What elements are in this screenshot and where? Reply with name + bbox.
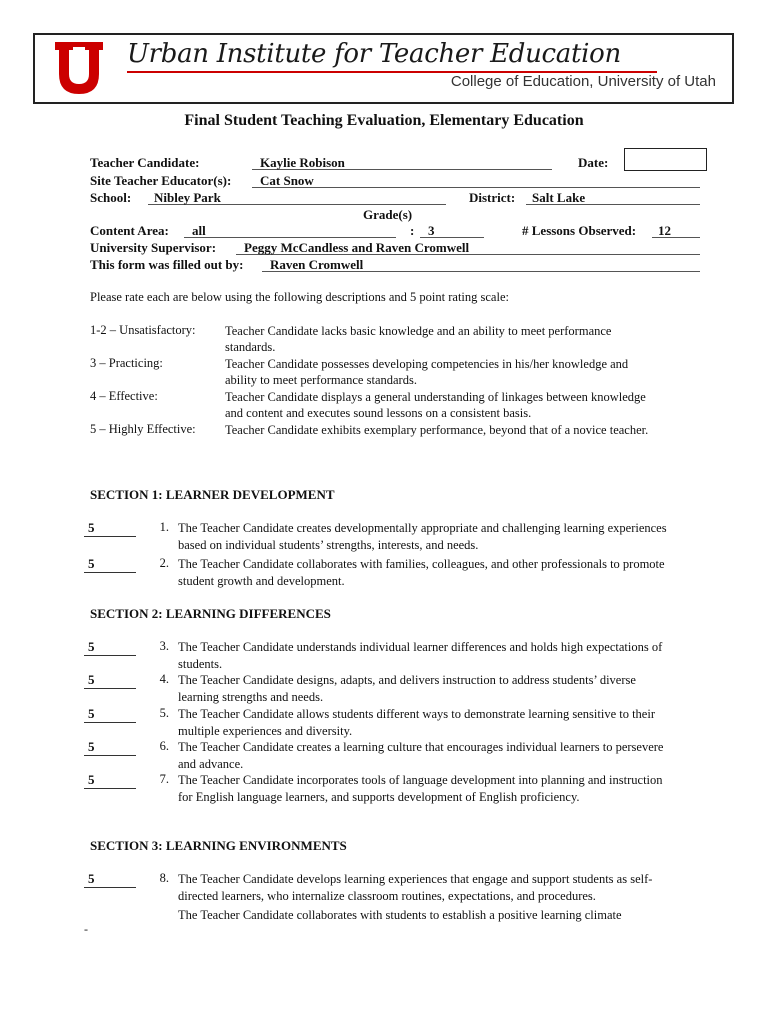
school-label: School: xyxy=(90,190,132,205)
item-text: The Teacher Candidate allows students different ways to demonstrate learning sensitive to their multiple experiences and diversity. xyxy=(178,707,655,738)
item-number: 1. xyxy=(159,520,169,534)
rating-field[interactable]: 5 xyxy=(84,672,136,689)
candidate-field[interactable]: Kaylie Robison xyxy=(252,155,552,170)
scale-key: 3 – Practicing: xyxy=(90,356,163,370)
grade-colon: : xyxy=(410,223,415,238)
item-number: 7. xyxy=(159,772,169,786)
item-text: The Teacher Candidate collaborates with students to establish a positive learning climate xyxy=(178,908,622,922)
lessons-observed-label: # Lessons Observed: xyxy=(522,223,637,238)
content-area-label: Content Area: xyxy=(90,223,169,238)
supervisor-label: University Supervisor: xyxy=(90,240,217,255)
scale-description: Teacher Candidate displays a general understanding of linkages between knowledge and content and executes sound lessons on a consistent basis. xyxy=(225,390,646,420)
college-subtitle: College of Education, University of Utah xyxy=(450,73,716,90)
rating-field[interactable]: 5 xyxy=(84,556,136,573)
candidate-label: Teacher Candidate: xyxy=(90,155,200,170)
rating-intro: Please rate each are below using the following descriptions and 5 point rating scale: xyxy=(90,290,509,304)
item-number: 6. xyxy=(159,739,169,753)
scale-description: Teacher Candidate possesses developing competencies in his/her knowledge and ability to meet performance standards. xyxy=(225,357,629,387)
item-text: The Teacher Candidate creates developmentally appropriate and challenging learning experiences based on individual students’ strengths, interests, and needs. xyxy=(178,521,667,552)
item-text: The Teacher Candidate incorporates tools of language development into planning and instruction for English language learners, and supports development of English proficiency. xyxy=(178,773,663,804)
filled-by-label: This form was filled out by: xyxy=(90,257,244,272)
item-text: The Teacher Candidate designs, adapts, and delivers instruction to address students’ diverse learning strengths and needs. xyxy=(178,673,636,704)
school-field[interactable]: Nibley Park xyxy=(148,190,446,205)
district-label: District: xyxy=(469,190,516,205)
grade-field[interactable]: 3 xyxy=(420,223,484,238)
rating-field[interactable]: 5 xyxy=(84,772,136,789)
date-label: Date: xyxy=(578,155,609,170)
supervisor-field[interactable]: Peggy McCandless and Raven Cromwell xyxy=(236,240,700,255)
section-heading: SECTION 2: LEARNING DIFFERENCES xyxy=(90,606,331,621)
scale-description: Teacher Candidate exhibits exemplary performance, beyond that of a novice teacher. xyxy=(225,423,649,437)
district-field[interactable]: Salt Lake xyxy=(526,190,700,205)
site-educator-label: Site Teacher Educator(s): xyxy=(90,173,232,188)
item-number: 8. xyxy=(159,871,169,885)
date-field[interactable] xyxy=(624,148,707,171)
item-number: 2. xyxy=(159,556,169,570)
university-u-logo xyxy=(51,38,107,96)
header-banner xyxy=(33,33,734,104)
grade-label: Grade(s) xyxy=(363,207,413,222)
item-text: The Teacher Candidate collaborates with families, colleagues, and other professionals to promote student growth and development. xyxy=(178,557,665,588)
section-heading: SECTION 1: LEARNER DEVELOPMENT xyxy=(90,487,335,502)
item-text: The Teacher Candidate understands individual learner differences and holds high expectations of students. xyxy=(178,640,663,671)
scale-key: 4 – Effective: xyxy=(90,389,158,403)
content-area-field[interactable]: all xyxy=(184,223,396,238)
section-heading: SECTION 3: LEARNING ENVIRONMENTS xyxy=(90,838,347,853)
rating-field[interactable]: 5 xyxy=(84,706,136,723)
stray-mark: - xyxy=(84,922,88,936)
scale-key: 5 – Highly Effective: xyxy=(90,422,196,436)
rating-field[interactable]: 5 xyxy=(84,871,136,888)
rating-field[interactable]: 5 xyxy=(84,739,136,756)
item-text: The Teacher Candidate creates a learning culture that encourages individual learners to persevere and advance. xyxy=(178,740,664,771)
site-educator-field[interactable]: Cat Snow xyxy=(252,173,700,188)
institute-title: Urban Institute for Teacher Education xyxy=(127,39,621,69)
rating-field[interactable]: 5 xyxy=(84,520,136,537)
item-text: The Teacher Candidate develops learning experiences that engage and support students as self-directed learners, who internalize classroom routines, expectations, and procedures. xyxy=(178,872,653,903)
item-number: 5. xyxy=(159,706,169,720)
rating-field[interactable]: 5 xyxy=(84,639,136,656)
document-title: Final Student Teaching Evaluation, Elementary Education xyxy=(184,112,584,129)
item-number: 4. xyxy=(159,672,169,686)
filled-by-field[interactable]: Raven Cromwell xyxy=(262,257,700,272)
scale-description: Teacher Candidate lacks basic knowledge and an ability to meet performance standards. xyxy=(225,324,612,354)
lessons-observed-field[interactable]: 12 xyxy=(652,223,700,238)
scale-key: 1-2 – Unsatisfactory: xyxy=(90,323,196,337)
item-number: 3. xyxy=(159,639,169,653)
